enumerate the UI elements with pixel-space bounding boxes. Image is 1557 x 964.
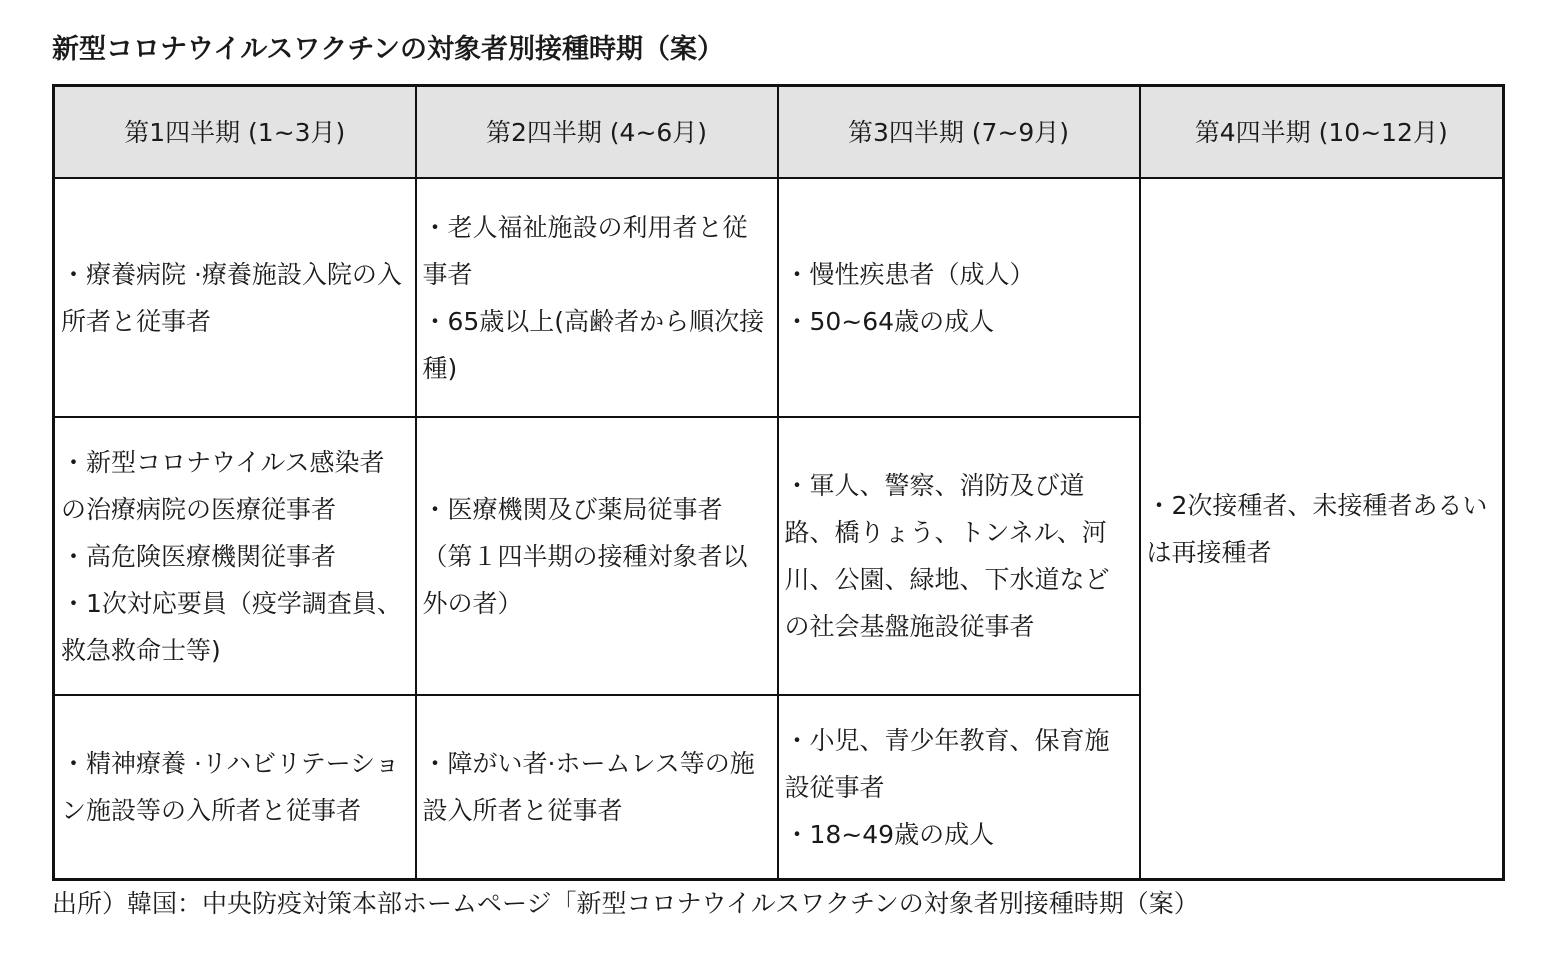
- document-title: 新型コロナウイルスワクチンの対象者別接種時期（案）: [52, 34, 725, 65]
- header-q1: 第1四半期 (1~3月): [54, 86, 416, 179]
- bullet-item: ・障がい者·ホームレス等の施設入所者と従事者: [422, 749, 755, 825]
- bullet-item: ・軍人、警察、消防及び道路、橋りょう、トンネル、河川、公園、緑地、下水道などの社会基盤施設従事者: [784, 471, 1110, 641]
- cell-q4-merged: [1140, 178, 1504, 880]
- bullet-item: ・老人福祉施設の利用者と従事者: [422, 212, 748, 289]
- bullet-item: ・2次接種者、未接種者あるいは再接種者: [1146, 490, 1488, 567]
- bullet-item: ・1次対応要員（疫学調査員、救急救命士等): [61, 588, 402, 665]
- cell-q2: [416, 695, 778, 880]
- table-header-row: [54, 86, 1504, 179]
- header-q4: 第4四半期 (10~12月): [1140, 86, 1504, 179]
- cell-q1: [54, 417, 416, 695]
- bullet-item: ・慢性疾患者（成人）: [784, 259, 1035, 289]
- bullet-item: ・新型コロナウイルス感染者の治療病院の医療従事者: [61, 447, 385, 524]
- cell-q3: [778, 417, 1140, 695]
- bullet-item: ・療養病院 ·療養施設入院の入所者と従事者: [61, 259, 402, 336]
- vaccination-schedule-table: [52, 84, 1505, 881]
- cell-q1: [54, 695, 416, 880]
- bullet-item: ・18~49歳の成人: [784, 819, 995, 849]
- bullet-item: ・医療機関及び薬局従事者（第１四半期の接種対象者以外の者）: [422, 494, 748, 618]
- cell-q3: [778, 178, 1140, 417]
- source-note: 出所）韓国：中央防疫対策本部ホームページ「新型コロナウイルスワクチンの対象者別接種時期（案）: [52, 889, 1199, 918]
- bullet-item: ・65歳以上(高齢者から順次接種): [422, 306, 765, 383]
- bullet-item: ・高危険医療機関従事者: [61, 541, 337, 571]
- bullet-item: ・精神療養 ·リハビリテーション施設等の入所者と従事者: [61, 749, 400, 825]
- header-q3: 第3四半期 (7~9月): [778, 86, 1140, 179]
- header-q2: 第2四半期 (4~6月): [416, 86, 778, 179]
- table-row: [54, 178, 1504, 417]
- cell-q2: [416, 178, 778, 417]
- cell-q2: [416, 417, 778, 695]
- cell-q1: [54, 178, 416, 417]
- bullet-item: ・小児、青少年教育、保育施設従事者: [784, 725, 1110, 802]
- cell-q3: [778, 695, 1140, 880]
- bullet-item: ・50~64歳の成人: [784, 306, 995, 336]
